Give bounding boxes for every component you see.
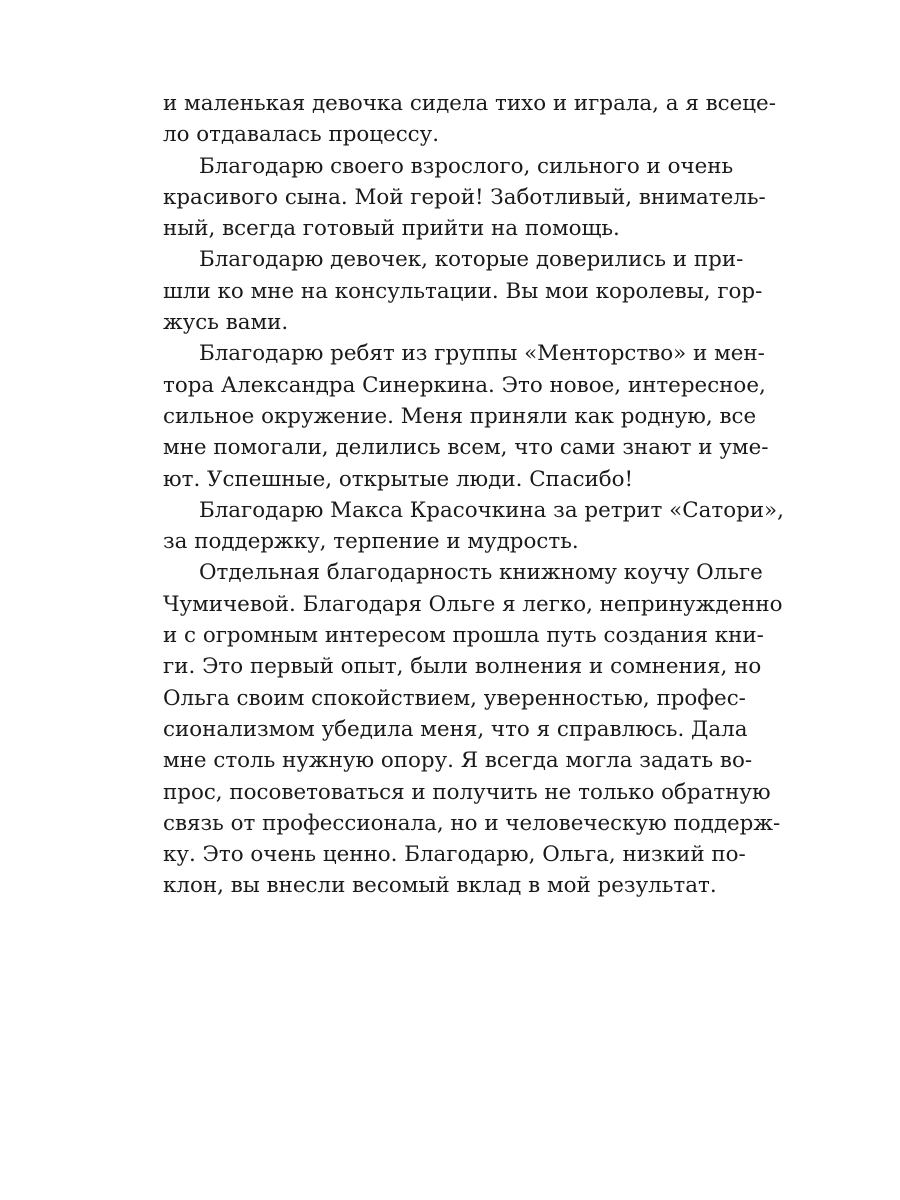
text-line: ют. Успешные, открытые люди. Спасибо! bbox=[163, 466, 634, 492]
text-line: красивого сына. Мой герой! Заботливый, вниматель- bbox=[163, 184, 766, 210]
text-line: жусь вами. bbox=[163, 310, 289, 336]
text-line: мне столь нужную опору. Я всегда могла задать во- bbox=[163, 748, 753, 774]
text-line: Чумичевой. Благодаря Ольге я легко, непринужденно bbox=[163, 591, 783, 617]
text-line: и с огромным интересом прошла путь создания кни- bbox=[163, 623, 764, 649]
paragraph bbox=[163, 338, 769, 494]
text-line: клон, вы внесли весомый вклад в мой результат. bbox=[163, 873, 717, 899]
paragraph bbox=[163, 88, 776, 151]
text-line: тора Александра Синеркина. Это новое, интересное, bbox=[163, 372, 766, 398]
text-line: Благодарю Макса Красочкина за ретрит «Сатори», bbox=[199, 497, 784, 523]
paragraph bbox=[163, 244, 763, 338]
text-line: Ольга своим спокойствием, уверенностью, профес- bbox=[163, 685, 746, 711]
text-line: Благодарю девочек, которые доверились и при- bbox=[199, 247, 744, 273]
paragraph bbox=[163, 557, 783, 901]
body-text bbox=[163, 88, 784, 902]
paragraph bbox=[163, 495, 784, 558]
paragraph bbox=[163, 151, 766, 245]
text-line: сильное окружение. Меня приняли как родную, все bbox=[163, 403, 757, 429]
text-line: ги. Это первый опыт, были волнения и сомнения, но bbox=[163, 654, 762, 680]
text-line: сионализмом убедила меня, что я справлюсь. Дала bbox=[163, 716, 748, 742]
text-line: прос, посоветоваться и получить не только обратную bbox=[163, 779, 771, 805]
text-line: ку. Это очень ценно. Благодарю, Ольга, низкий по- bbox=[163, 842, 746, 868]
text-line: ный, всегда готовый прийти на помощь. bbox=[163, 216, 620, 242]
text-line: мне помогали, делились всем, что сами знают и уме- bbox=[163, 435, 769, 461]
text-line: ло отдавалась процессу. bbox=[163, 122, 440, 148]
text-line: связь от профессионала, но и человеческую поддерж- bbox=[163, 810, 781, 836]
text-line: Отдельная благодарность книжному коучу Ольге bbox=[199, 560, 763, 586]
text-line: шли ко мне на консультации. Вы мои королевы, гор- bbox=[163, 278, 763, 304]
text-line: Благодарю своего взрослого, сильного и очень bbox=[199, 153, 734, 179]
text-line: за поддержку, терпение и мудрость. bbox=[163, 529, 579, 555]
text-line: Благодарю ребят из группы «Менторство» и мен- bbox=[199, 341, 765, 367]
text-line: и маленькая девочка сидела тихо и играла, а я всеце- bbox=[163, 91, 776, 116]
